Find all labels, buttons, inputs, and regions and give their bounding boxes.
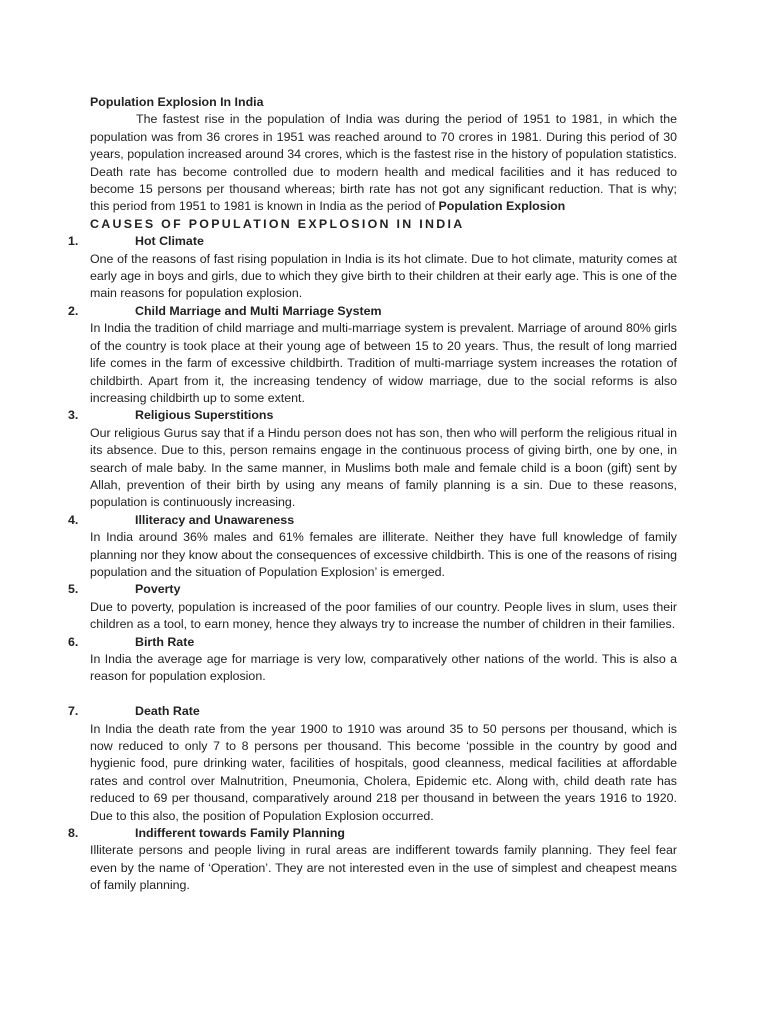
cause-number: 2. [68, 303, 79, 318]
cause-heading [68, 407, 677, 424]
cause-text: Illiterate persons and people living in rural areas are indifferent towards family planning. They feel fear even by the name of ‘Operation’. They are not interested even in the use of simplest and cheapest means of family planning. [90, 843, 677, 893]
cause-text: In India the tradition of child marriage and multi-marriage system is prevalent. Marriage of around 80% girls of the country is took place at their young age of between 15 to 20 years. Thus, the result of long married life comes in the farm of excessive childbirth. Tradition of multi-marriage system increases the rotation of childbirth. Apart from it, the increasing tendency of widow marriage, due to the social reforms is also increasing childbirth up to some extent. [90, 321, 677, 405]
cause-text: One of the reasons of fast rising population in India is its hot climate. Due to hot climate, maturity comes at early age in boys and girls, due to which they give birth to their children at their early age. This is one of the main reasons for population explosion. [90, 251, 677, 301]
cause-title: Hot Climate [135, 234, 204, 249]
causes-heading: CAUSES OF POPULATION EXPLOSION IN INDIA [90, 216, 465, 231]
document-title: Population Explosion In India [90, 95, 264, 109]
cause-title: Indifferent towards Family Planning [135, 826, 345, 841]
cause-item [68, 825, 677, 895]
cause-item [68, 581, 677, 633]
intro-emphasis: Population Explosion [438, 199, 566, 214]
document-page [68, 94, 677, 895]
cause-heading [68, 233, 677, 250]
cause-title: Death Rate [135, 704, 200, 719]
cause-item [68, 703, 677, 825]
cause-number: 1. [68, 234, 79, 249]
cause-number: 7. [68, 704, 79, 719]
cause-number: 5. [68, 582, 79, 597]
cause-item [68, 634, 677, 686]
intro-text: The fastest rise in the population of India was during the period of 1951 to 1981, in which the population was from 36 crores in 1951 was reached around to 70 crores in 1981. During this period of 30 years, population increased around 34 crores, which is the fastest rise in the history of population statistics. Death rate has become controlled due to modern health and medical facilities and it has reduced to become 15 persons per thousand whereas; birth rate has not got any significant reduction. That is why; this period from 1951 to 1981 is known in India as the period of [90, 112, 677, 214]
cause-text: In India around 36% males and 61% females are illiterate. Neither they have full knowledge of family planning nor they know about the consequences of excessive childbirth. This is one of the reasons of rising population and the situation of Population Explosion’ is emerged. [90, 530, 677, 579]
cause-title: Poverty [135, 582, 181, 597]
cause-heading [68, 512, 677, 529]
cause-heading [68, 303, 677, 320]
cause-number: 8. [68, 826, 79, 841]
cause-item [68, 512, 677, 582]
cause-title: Child Marriage and Multi Marriage System [135, 303, 382, 318]
cause-heading [68, 581, 677, 598]
cause-item [68, 407, 677, 511]
cause-heading [68, 703, 677, 720]
cause-heading [68, 825, 677, 842]
intro-paragraph [90, 111, 677, 215]
cause-number: 3. [68, 408, 79, 423]
cause-heading [68, 634, 677, 651]
blank-line [90, 686, 677, 703]
cause-text: Due to poverty, population is increased of the poor families of our country. People lives in slum, uses their children as a tool, to earn money, hence they always try to increase the number of children in their families. [90, 599, 677, 632]
cause-text: In India the death rate from the year 1900 to 1910 was around 35 to 50 persons per thousand, which is now reduced to only 7 to 8 persons per thousand. This become ‘possible in the country by good and hygienic food, pure drinking water, facilities of hospitals, good cleanness, medical facilities at affordable rates and control over Malnutrition, Pneumonia, Cholera, Epidemic etc. Along with, child death rate has reduced to 69 per thousand, comparatively around 218 per thousand in between the years 1916 to 1920. Due to this also, the position of Population Explosion occurred. [90, 721, 677, 823]
cause-title: Religious Superstitions [135, 408, 274, 423]
cause-item [68, 233, 677, 303]
cause-number: 6. [68, 634, 79, 649]
cause-title: Birth Rate [135, 634, 195, 649]
cause-title: Illiteracy and Unawareness [135, 512, 295, 527]
cause-number: 4. [68, 512, 79, 527]
cause-item [68, 303, 677, 407]
cause-text: In India the average age for marriage is very low, comparatively other nations of the world. This is also a reason for population explosion. [90, 652, 677, 684]
cause-text: Our religious Gurus say that if a Hindu person does not has son, then who will perform the religious ritual in its absence. Due to this, person remains engage in the continuous process of giving birth, one by one, in search of male baby. In the same manner, in Muslims both male and female child is a boon (gift) sent by Allah, prevention of their birth by using any means of family planning is a sin. Due to these reasons, population is continuously increasing. [90, 425, 677, 510]
